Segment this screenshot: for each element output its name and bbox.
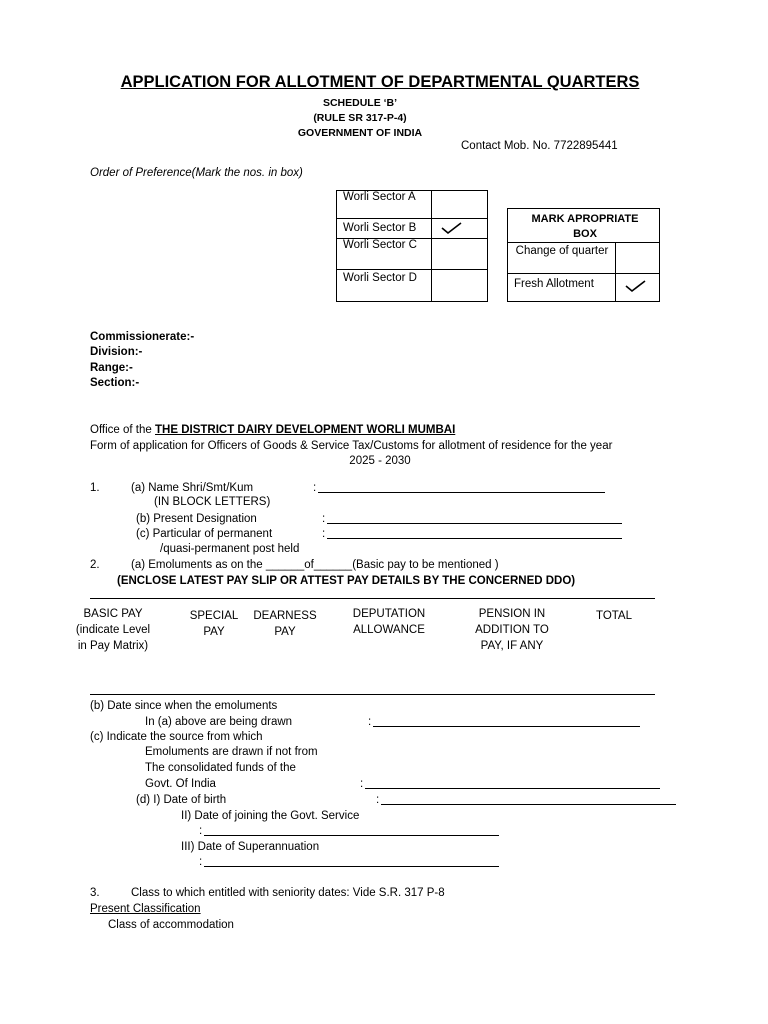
- superannuation-input[interactable]: [204, 866, 499, 867]
- present-classification-label: Present Classification: [90, 903, 201, 915]
- basic-pay-header: BASIC PAY (indicate Level in Pay Matrix): [75, 608, 151, 652]
- mark-box-heading: MARK APROPRIATE BOX: [531, 213, 639, 240]
- source-line-2: Emoluments are drawn if not from: [145, 746, 318, 758]
- emoluments-bottom-rule: [90, 694, 655, 695]
- source-line-3: The consolidated funds of the: [145, 762, 296, 774]
- preference-label: Order of Preference(Mark the nos. in box): [90, 167, 303, 179]
- commissionerate-field: Commissionerate:-: [90, 331, 195, 343]
- section-2-number: 2.: [90, 559, 100, 571]
- office-line: [90, 423, 455, 437]
- division-field: Division:-: [90, 346, 143, 358]
- quasi-permanent-label: /quasi-permanent post held: [160, 543, 300, 555]
- form-description: Form of application for Officers of Goods & Service Tax/Customs for allotment of residence for the year: [90, 440, 613, 452]
- date-of-joining-colon: :: [199, 825, 203, 837]
- office-prefix: Office of the: [90, 424, 152, 436]
- rule-label: (RULE SR 317-P-4): [313, 112, 407, 124]
- designation-label: (b) Present Designation: [136, 513, 257, 525]
- permanent-post-colon: :: [322, 528, 326, 540]
- emoluments-drawn-label: In (a) above are being drawn: [145, 716, 293, 728]
- sector-b-label: Worli Sector B: [343, 222, 417, 234]
- source-colon: :: [360, 778, 364, 790]
- sector-a-label: Worli Sector A: [343, 191, 416, 203]
- source-input[interactable]: [365, 788, 660, 789]
- contact-number: Contact Mob. No. 7722895441: [461, 140, 618, 152]
- enclose-note: (ENCLOSE LATEST PAY SLIP OR ATTEST PAY DETAILS BY THE CONCERNED DDO): [117, 575, 576, 587]
- emoluments-drawn-input[interactable]: [373, 726, 640, 727]
- emoluments-label: (a) Emoluments as on the ______of______(Basic pay to be mentioned ): [131, 559, 499, 571]
- class-entitled-label: Class to which entitled with seniority dates: Vide S.R. 317 P-8: [131, 887, 445, 899]
- page-title: APPLICATION FOR ALLOTMENT OF DEPARTMENTAL QUARTERS: [120, 73, 640, 91]
- fresh-allotment-label: Fresh Allotment: [514, 278, 594, 290]
- permanent-post-label: (c) Particular of permanent: [136, 528, 273, 540]
- superannuation-colon: :: [199, 856, 203, 868]
- section-1-number: 1.: [90, 482, 100, 494]
- special-pay-header: SPECIAL PAY: [189, 610, 239, 638]
- date-of-birth-label: (d) I) Date of birth: [136, 794, 227, 806]
- designation-colon: :: [322, 513, 326, 525]
- superannuation-label: III) Date of Superannuation: [181, 841, 320, 853]
- source-label: (c) Indicate the source from which: [90, 731, 263, 743]
- sector-c-label: Worli Sector C: [343, 239, 417, 251]
- office-name: THE DISTRICT DAIRY DEVELOPMENT WORLI MUMBAI: [155, 424, 456, 436]
- form-year: 2025 - 2030: [349, 455, 411, 467]
- government-label: GOVERNMENT OF INDIA: [297, 127, 423, 139]
- name-input[interactable]: [318, 492, 605, 493]
- date-of-joining-label: II) Date of joining the Govt. Service: [181, 810, 360, 822]
- section-3-number: 3.: [90, 887, 100, 899]
- class-accommodation-label: Class of accommodation: [108, 919, 234, 931]
- pension-header: PENSION IN ADDITION TO PAY, IF ANY: [475, 608, 549, 652]
- permanent-post-input[interactable]: [327, 538, 622, 539]
- block-letters-note: (IN BLOCK LETTERS): [154, 496, 271, 508]
- name-colon: :: [313, 482, 317, 494]
- sector-d-label: Worli Sector D: [343, 272, 417, 284]
- schedule-label: SCHEDULE ‘B’: [322, 97, 398, 109]
- emoluments-drawn-colon: :: [368, 716, 372, 728]
- name-label: (a) Name Shri/Smt/Kum: [131, 482, 254, 494]
- checkmark-icon[interactable]: [624, 278, 648, 294]
- dearness-pay-header: DEARNESS PAY: [253, 610, 317, 638]
- emoluments-top-rule: [90, 598, 655, 599]
- change-of-quarter-label: Change of quarter: [515, 245, 609, 257]
- deputation-allowance-header: DEPUTATION ALLOWANCE: [352, 608, 426, 636]
- date-of-birth-colon: :: [376, 794, 380, 806]
- checkmark-icon[interactable]: [440, 220, 464, 236]
- emoluments-date-label: (b) Date since when the emoluments: [90, 700, 278, 712]
- section-field: Section:-: [90, 377, 140, 389]
- source-line-4: Govt. Of India: [145, 778, 216, 790]
- range-field: Range:-: [90, 362, 133, 374]
- date-of-joining-input[interactable]: [204, 835, 499, 836]
- total-header: TOTAL: [596, 610, 632, 622]
- date-of-birth-input[interactable]: [381, 804, 676, 805]
- designation-input[interactable]: [327, 523, 622, 524]
